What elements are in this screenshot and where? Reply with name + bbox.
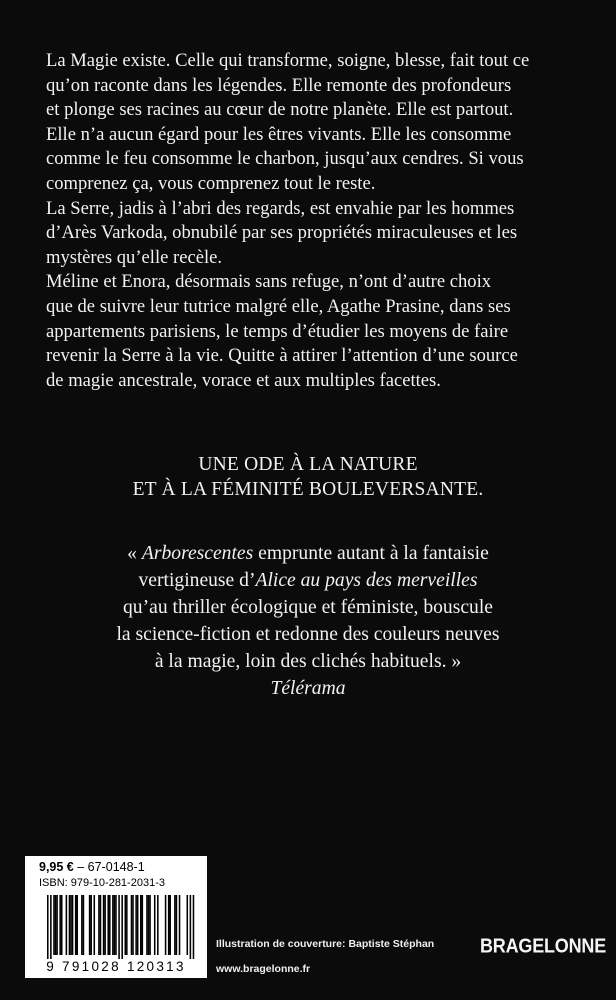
barcode-bar bbox=[131, 895, 133, 955]
barcode-bar bbox=[56, 895, 58, 955]
barcode-bar bbox=[126, 895, 128, 955]
synopsis-line: mystères qu’elle recèle. bbox=[46, 246, 223, 268]
synopsis-paragraph-3 bbox=[46, 270, 576, 393]
synopsis-line: comme le feu consomme le charbon, jusqu’aux cendres. Si vous bbox=[46, 148, 524, 170]
barcode-bar bbox=[66, 895, 68, 955]
barcode-bar bbox=[118, 895, 120, 959]
quote-line-3: qu’au thriller écologique et féministe, bouscule bbox=[123, 597, 493, 618]
barcode-bar bbox=[135, 895, 137, 955]
synopsis-line: Elle n’a aucun égard pour les êtres vivants. Elle les consomme bbox=[46, 123, 512, 145]
synopsis-line: qu’on raconte dans les légendes. Elle remonte des profondeurs bbox=[46, 74, 512, 96]
barcode-bar bbox=[115, 895, 117, 955]
barcode-bar bbox=[140, 895, 142, 955]
barcode-bar bbox=[190, 895, 192, 959]
synopsis-line: La Serre, jadis à l’abri des regards, est envahie par les hommes bbox=[46, 197, 515, 219]
press-quote bbox=[0, 540, 616, 702]
barcode-bar bbox=[55, 895, 57, 955]
barcode-bar bbox=[103, 895, 105, 955]
synopsis bbox=[46, 49, 576, 393]
barcode-bar bbox=[94, 895, 96, 955]
barcode-bar bbox=[193, 895, 195, 959]
website: www.bragelonne.fr bbox=[216, 963, 311, 975]
barcode-bar bbox=[168, 895, 170, 955]
synopsis-line: et plonge ses racines au cœur de notre planète. Elle est partout. bbox=[46, 99, 514, 121]
illustration-credit: Illustration de couverture: Baptiste Stéphan bbox=[216, 938, 435, 950]
credits bbox=[216, 932, 434, 982]
barcode-bar bbox=[75, 895, 77, 955]
tagline bbox=[0, 452, 616, 502]
quote-source: Télérama bbox=[270, 678, 346, 699]
quote-line-2 bbox=[0, 567, 616, 594]
barcode-digits: 9 791028 120313 bbox=[46, 959, 186, 974]
barcode-bar bbox=[83, 895, 85, 955]
barcode-bar bbox=[104, 895, 106, 955]
barcode-bar bbox=[125, 895, 127, 955]
barcode-bar bbox=[47, 895, 49, 959]
tagline-line-1: UNE ODE À LA NATURE bbox=[198, 454, 418, 475]
barcode-bar bbox=[132, 895, 134, 955]
barcode-bar bbox=[165, 895, 167, 955]
reference-number: – 67-0148-1 bbox=[77, 860, 145, 874]
price: 9,95 € bbox=[39, 860, 74, 874]
barcode-bar bbox=[81, 895, 83, 955]
barcode-bar bbox=[70, 895, 72, 955]
quote-line-1 bbox=[0, 540, 616, 567]
barcode-bars bbox=[33, 895, 199, 959]
barcode-bar bbox=[69, 895, 71, 955]
barcode-bar bbox=[72, 895, 74, 955]
quote-line-4: la science-fiction et redonne des couleurs neuves bbox=[116, 624, 500, 645]
synopsis-paragraph-1 bbox=[46, 49, 576, 197]
quote-text: emprunte autant à la fantaisie bbox=[253, 543, 489, 564]
barcode-bar bbox=[176, 895, 178, 955]
book-title: Arborescentes bbox=[141, 543, 254, 564]
barcode-bar bbox=[142, 895, 144, 955]
synopsis-line: appartements parisiens, le temps d’étudier les moyens de faire bbox=[46, 320, 509, 342]
barcode-bar bbox=[146, 895, 148, 955]
barcode-bar bbox=[53, 895, 55, 955]
barcode-bar bbox=[174, 895, 176, 955]
tagline-line-2: ET À LA FÉMINITÉ BOULEVERSANTE. bbox=[132, 479, 484, 500]
quote-line-5: à la magie, loin des clichés habituels. » bbox=[154, 651, 462, 672]
synopsis-line: comprenez ça, vous comprenez tout le reste. bbox=[46, 172, 376, 194]
referenced-title: Alice au pays des merveilles bbox=[255, 570, 478, 591]
quote-open-mark: « bbox=[127, 543, 142, 564]
barcode-bar bbox=[76, 895, 78, 955]
synopsis-line: revenir la Serre à la vie. Quitte à attirer l’attention d’une source bbox=[46, 345, 518, 367]
barcode-bar bbox=[59, 895, 61, 955]
synopsis-line: que de suivre leur tutrice malgré elle, Agathe Prasine, dans ses bbox=[46, 295, 511, 317]
barcode-bar bbox=[149, 895, 151, 955]
barcode-bar bbox=[61, 895, 63, 955]
synopsis-line: Méline et Enora, désormais sans refuge, n’ont d’autre choix bbox=[46, 271, 492, 293]
barcode-bar bbox=[50, 895, 52, 959]
barcode-bar bbox=[169, 895, 171, 955]
barcode-label bbox=[25, 856, 207, 978]
barcode-bar bbox=[98, 895, 100, 955]
barcode-bar bbox=[114, 895, 116, 955]
barcode-bar bbox=[148, 895, 150, 955]
price-line bbox=[39, 860, 145, 874]
barcode-bar bbox=[90, 895, 92, 955]
barcode-bar bbox=[100, 895, 102, 955]
publisher-logo: BRAGELONNE bbox=[480, 934, 607, 957]
barcode-bar bbox=[109, 895, 111, 955]
barcode-bar bbox=[121, 895, 123, 959]
synopsis-paragraph-2 bbox=[46, 197, 576, 271]
barcode-bar bbox=[112, 895, 114, 955]
synopsis-line: de magie ancestrale, vorace et aux multiples facettes. bbox=[46, 369, 441, 391]
quote-text: vertigineuse d’ bbox=[138, 570, 256, 591]
barcode-bar bbox=[107, 895, 109, 955]
isbn: ISBN: 979-10-281-2031-3 bbox=[39, 877, 165, 889]
synopsis-line: d’Arès Varkoda, obnubilé par ses propriétés miraculeuses et les bbox=[46, 222, 518, 244]
barcode-bar bbox=[89, 895, 91, 955]
barcode-bar bbox=[157, 895, 159, 955]
synopsis-line: La Magie existe. Celle qui transforme, soigne, blesse, fait tout ce bbox=[46, 50, 530, 71]
barcode-bar bbox=[187, 895, 189, 955]
barcode-bar bbox=[154, 895, 156, 955]
barcode-bar bbox=[179, 895, 181, 955]
barcode-bar bbox=[137, 895, 139, 955]
